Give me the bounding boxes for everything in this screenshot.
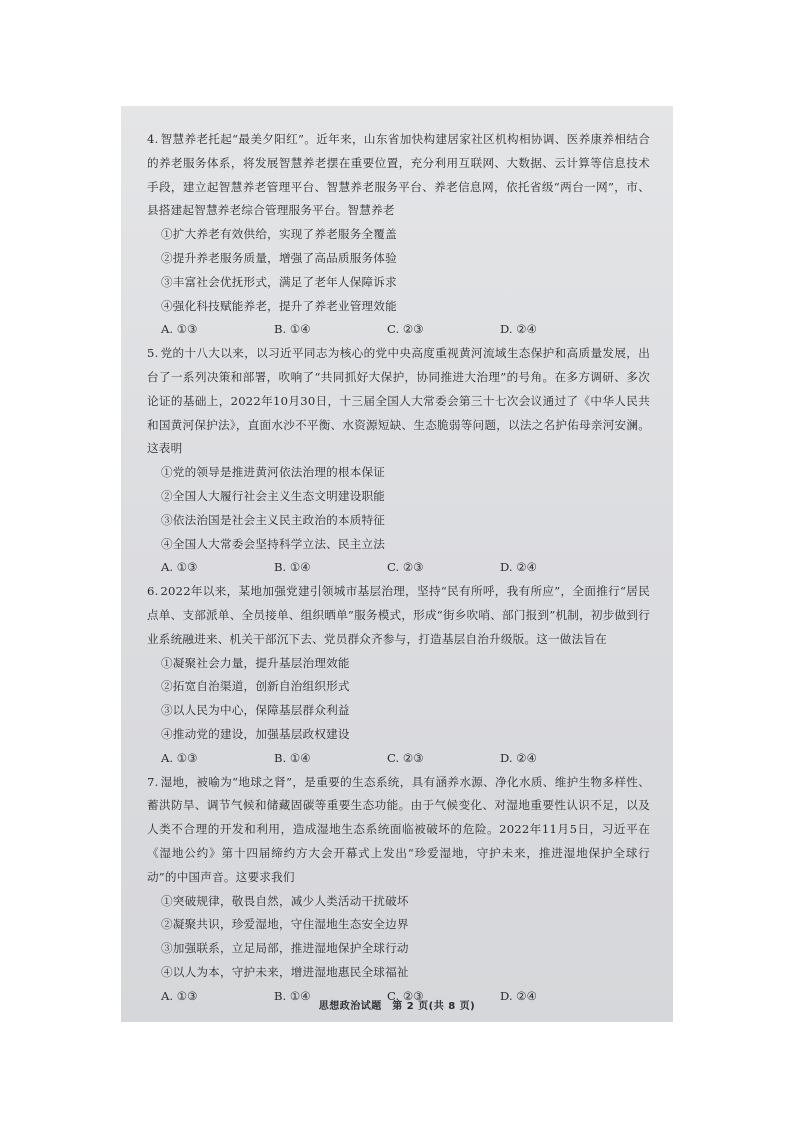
question-number: 5. bbox=[147, 346, 159, 361]
question-7 bbox=[147, 771, 650, 1009]
answer-b: B. ①④ bbox=[274, 750, 311, 765]
option-4: ④全国人大常委会坚持科学立法、民主立法 bbox=[161, 536, 386, 551]
answer-choices bbox=[147, 747, 650, 771]
answer-d: D. ②④ bbox=[500, 560, 538, 575]
exam-page bbox=[121, 106, 673, 1022]
option-4: ④以人为本，守护未来，增进湿地惠民全球福祉 bbox=[161, 964, 409, 979]
page-footer: 思想政治试题 第 2 页(共 8 页) bbox=[318, 1001, 476, 1012]
question-number: 7. bbox=[147, 774, 159, 789]
answer-b: B. ①④ bbox=[274, 988, 311, 1003]
answer-d: D. ②④ bbox=[500, 322, 538, 337]
answer-a: A. ①③ bbox=[161, 322, 198, 337]
option-1: ①党的领导是推进黄河依法治理的根本保证 bbox=[161, 465, 386, 480]
answer-b: B. ①④ bbox=[274, 322, 311, 337]
option-3: ③丰富社会优抚形式，满足了老年人保障诉求 bbox=[161, 274, 397, 289]
answer-d: D. ②④ bbox=[500, 988, 538, 1003]
question-number: 4. bbox=[147, 132, 159, 146]
answer-c: C. ②③ bbox=[387, 560, 424, 575]
option-1: ①扩大养老有效供给，实现了养老服务全覆盖 bbox=[161, 227, 397, 242]
question-6 bbox=[147, 580, 650, 770]
option-4: ④强化科技赋能养老，提升了养老业管理效能 bbox=[161, 298, 397, 313]
question-list bbox=[147, 128, 650, 1008]
question-number: 6. bbox=[147, 584, 159, 599]
option-1: ①凝聚社会力量，提升基层治理效能 bbox=[161, 655, 350, 670]
question-stem: 2022年以来，某地加强党建引领城市基层治理，坚持“民有所呼，我有所应”，全面推行“居民点单、支部派单、全员接单、组织晒单”服务模式，形成“街乡吹哨、部门报到”机制，初步做到行业系统融进来、机关干部沉下去、党员群众齐参与，打造基层自治升级版。这一做法旨在 bbox=[147, 584, 650, 646]
answer-d: D. ②④ bbox=[500, 750, 538, 765]
answer-c: C. ②③ bbox=[387, 322, 424, 337]
question-stem: 智慧养老托起“最美夕阳红”。近年来，山东省加快构建居家社区机构相协调、医养康养相结合的养老服务体系，将发展智慧养老摆在重要位置，充分利用互联网、大数据、云计算等信息技术手段，建立起智慧养老管理平台、智慧养老服务平台、养老信息网，依托省级“两台一网”，市、县搭建起智慧养老综合管理服务平台。智慧养老 bbox=[147, 132, 650, 218]
option-2: ②拓宽自治渠道，创新自治组织形式 bbox=[161, 679, 350, 694]
option-3: ③以人民为中心，保障基层群众利益 bbox=[161, 703, 350, 718]
question-5 bbox=[147, 342, 650, 580]
answer-a: A. ①③ bbox=[161, 750, 198, 765]
answer-choices bbox=[147, 556, 650, 580]
option-4: ④推动党的建设，加强基层政权建设 bbox=[161, 726, 350, 741]
option-1: ①突破规律，敬畏自然，减少人类活动干扰破坏 bbox=[161, 893, 409, 908]
option-3: ③加强联系，立足局部，推进湿地保护全球行动 bbox=[161, 941, 409, 956]
question-stem: 湿地，被喻为“地球之肾”，是重要的生态系统，具有涵养水源、净化水质、维护生物多样性、蓄洪防旱、调节气候和储藏固碳等重要生态功能。由于气候变化、对湿地重要性认识不足，以及人类不合理的开发和利用，造成湿地生态系统面临被破坏的危险。2022年11月5日，习近平在《湿地公约》第十四届缔约方大会开幕式上发出“珍爱湿地，守护未来，推进湿地保护全球行动”的中国声音。这要求我们 bbox=[147, 774, 650, 884]
answer-b: B. ①④ bbox=[274, 560, 311, 575]
question-stem: 党的十八大以来，以习近平同志为核心的党中央高度重视黄河流域生态保护和高质量发展，出台了一系列决策和部署，吹响了“共同抓好大保护，协同推进大治理”的号角。在多方调研、多次论证的基础上，2022年10月30日，十三届全国人大常委会第三十七次会议通过了《中华人民共和国黄河保护法》，直面水沙不平衡、水资源短缺、生态脆弱等问题，以法之名护佑母亲河安澜。这表明 bbox=[147, 346, 650, 456]
option-2: ②凝聚共识，珍爱湿地，守住湿地生态安全边界 bbox=[161, 917, 409, 932]
answer-a: A. ①③ bbox=[161, 560, 198, 575]
answer-c: C. ②③ bbox=[387, 988, 424, 1003]
answer-c: C. ②③ bbox=[387, 750, 424, 765]
option-3: ③依法治国是社会主义民主政治的本质特征 bbox=[161, 512, 386, 527]
option-2: ②全国人大履行社会主义生态文明建设职能 bbox=[161, 488, 386, 503]
answer-choices bbox=[147, 318, 650, 342]
option-2: ②提升养老服务质量，增强了高品质服务体验 bbox=[161, 250, 397, 265]
answer-a: A. ①③ bbox=[161, 988, 198, 1003]
question-4 bbox=[147, 128, 650, 342]
